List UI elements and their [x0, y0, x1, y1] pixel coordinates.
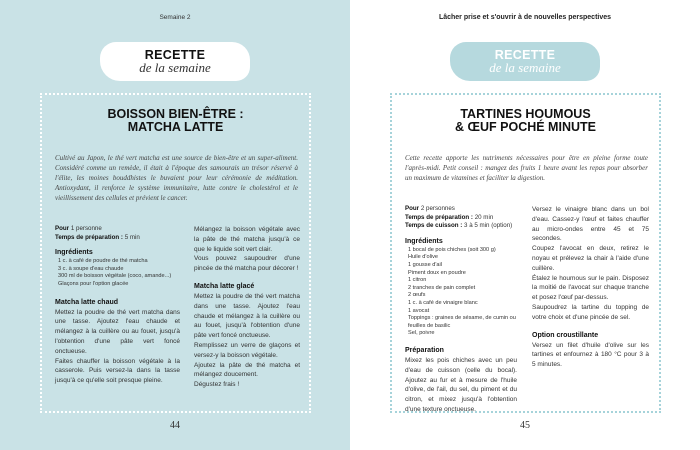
ingredients-heading: Ingrédients — [405, 237, 443, 245]
ingredient: Sel, poivre — [408, 330, 435, 337]
step: Vous pouvez saupoudrer d'une pincée de thé matcha pour décorer ! — [194, 255, 300, 273]
left-column — [405, 205, 517, 413]
label: Temps de préparation : — [55, 233, 123, 241]
ingredient: 1 c. à café de poudre de thé matcha — [58, 258, 148, 265]
right-column — [194, 225, 300, 390]
ingredients-heading: Ingrédients — [55, 249, 93, 257]
prep-time: 20 min — [474, 213, 494, 221]
recipe-title — [42, 108, 309, 133]
ingredient: Toppings : graines de sésame, de cumin ou feuilles de basilic — [408, 315, 516, 329]
ingredient: 1 c. à café de vinaigre blanc — [408, 299, 478, 306]
title-line: BOISSON BIEN-ÊTRE : — [107, 107, 244, 121]
section-heading: Matcha latte glacé — [194, 282, 255, 290]
ingredient: 300 ml de boisson végétale (coco, amande...) — [58, 273, 172, 280]
recipe-badge — [450, 42, 600, 81]
step: Mélangez la boisson végétale avec la pâte de thé matcha jusqu'à ce que le liquide soit vert clair. — [194, 226, 300, 253]
badge-title: RECETTE — [494, 48, 556, 62]
step: Versez le vinaigre blanc dans un bol d'eau. Cassez-y l'œuf et faites chauffer au micro-ondes entre 45 et 75 secondes. — [532, 206, 649, 243]
label: Temps de cuisson : — [405, 222, 463, 230]
title-line: & ŒUF POCHÉ MINUTE — [455, 119, 596, 134]
step: Versez un filet d'huile d'olive sur les tartines et enfournez à 180 °C pour 3 à 5 minutes. — [532, 341, 649, 369]
step: Faites chauffer la boisson végétale à la casserole. Puis versez-la dans la tasse jusqu'à ce qu'elle soit presque pleine. — [55, 357, 180, 385]
ingredient: 1 bocal de pois chiches (soit 300 g) — [408, 246, 496, 253]
running-head: Semaine 2 — [159, 14, 191, 21]
ingredient: Piment doux en poudre — [408, 269, 466, 276]
page-number: 44 — [170, 420, 180, 431]
ingredient: Glaçons pour l'option glacée — [58, 280, 129, 287]
left-column — [55, 225, 180, 386]
ingredient: Huile d'olive — [408, 254, 438, 261]
step: Ajoutez la pâte de thé matcha et mélangez doucement. — [194, 361, 300, 379]
step: Coupez l'avocat en deux, retirez le noyau et prélevez la chair à l'aide d'une cuillère. — [532, 245, 649, 272]
servings: 2 personnes — [420, 205, 455, 212]
title-line: MATCHA LATTE — [127, 119, 224, 134]
running-head: Lâcher prise et s'ouvrir à de nouvelles perspectives — [438, 14, 612, 21]
ingredient: 1 avocat — [408, 307, 430, 314]
recipe-box — [390, 93, 661, 413]
step: Mettez la poudre de thé vert matcha dans une tasse. Ajoutez l'eau chaude et mélangez à la cuillère ou au fouet, jusqu'à l'obtention d'une pâte vert foncé onctueuse. — [55, 308, 180, 355]
label: Pour — [55, 225, 70, 232]
recipe-box — [40, 93, 311, 413]
ingredient: 2 œufs — [408, 292, 426, 299]
title-line: TARTINES HOUMOUS — [460, 107, 591, 121]
ingredient-list — [405, 247, 517, 338]
recipe-intro: Cultivé au Japon, le thé vert matcha est une source de bien-être et un super-aliment. Considéré comme un remède, il était à l'époque des samourais un trésor réservé à l'élite, les moines bouddhistes le buvaient pour leur cérémonie de méditation. Antioxydant, il renforce le système immunitaire, lutte contre le cholestérol et le vieillissement des cellules et prévient le cancer. — [55, 154, 298, 202]
right-page — [350, 0, 700, 450]
section-heading: Matcha latte chaud — [55, 298, 119, 306]
prep-time: 5 min — [124, 233, 140, 241]
section-heading: Option croustillante — [532, 331, 599, 339]
ingredient: 1 gousse d'ail — [408, 261, 443, 268]
ingredient-list — [55, 258, 180, 288]
label: Pour — [405, 205, 420, 212]
page-number: 45 — [520, 420, 530, 431]
recipe-intro: Cette recette apporte les nutriments nécessaires pour être en pleine forme toute l'après-midi. Petit conseil : mangez des fruits 1 heure avant les repas pour absorber un maximum de vitamines et faciliter la digestion. — [405, 154, 648, 182]
step: Étalez le houmous sur le pain. Disposez la moitié de l'avocat sur chaque tranche et posez l'œuf par-dessus. — [532, 274, 649, 302]
ingredient: 1 citron — [408, 277, 427, 284]
step: Remplissez un verre de glaçons et versez-y la boisson végétale. — [194, 341, 300, 359]
step: Mixez les pois chiches avec un peu d'eau de cuisson (celle du bocal). Ajoutez au fur et à mesure de l'huile d'olive, de l'ail, du sel, du piment et du citron, et mixez jusqu'à l'obtention d'une texture onctueuse. — [405, 356, 517, 413]
step: Saupoudrez la tartine du topping de votre choix et d'une pincée de sel. — [532, 303, 649, 321]
ingredient: 2 tranches de pain complet — [408, 284, 476, 291]
servings: 1 personne — [70, 225, 102, 232]
recipe-title — [392, 108, 659, 133]
step: Dégustez frais ! — [194, 381, 240, 389]
recipe-badge — [100, 42, 250, 81]
right-column — [532, 205, 649, 370]
badge-subtitle: de la semaine — [489, 60, 561, 75]
badge-subtitle: de la semaine — [139, 60, 211, 75]
ingredient: 3 c. à soupe d'eau chaude — [58, 265, 124, 272]
label: Temps de préparation : — [405, 213, 473, 221]
cook-time: 3 à 5 min (option) — [464, 222, 513, 230]
badge-title: RECETTE — [144, 48, 206, 62]
section-heading: Préparation — [405, 346, 444, 354]
step: Mettez la poudre de thé vert matcha dans une tasse. Ajoutez l'eau chaude et mélangez à la cuillère ou au fouet, jusqu'à l'obtention d'une pâte vert foncé onctueuse. — [194, 292, 300, 340]
